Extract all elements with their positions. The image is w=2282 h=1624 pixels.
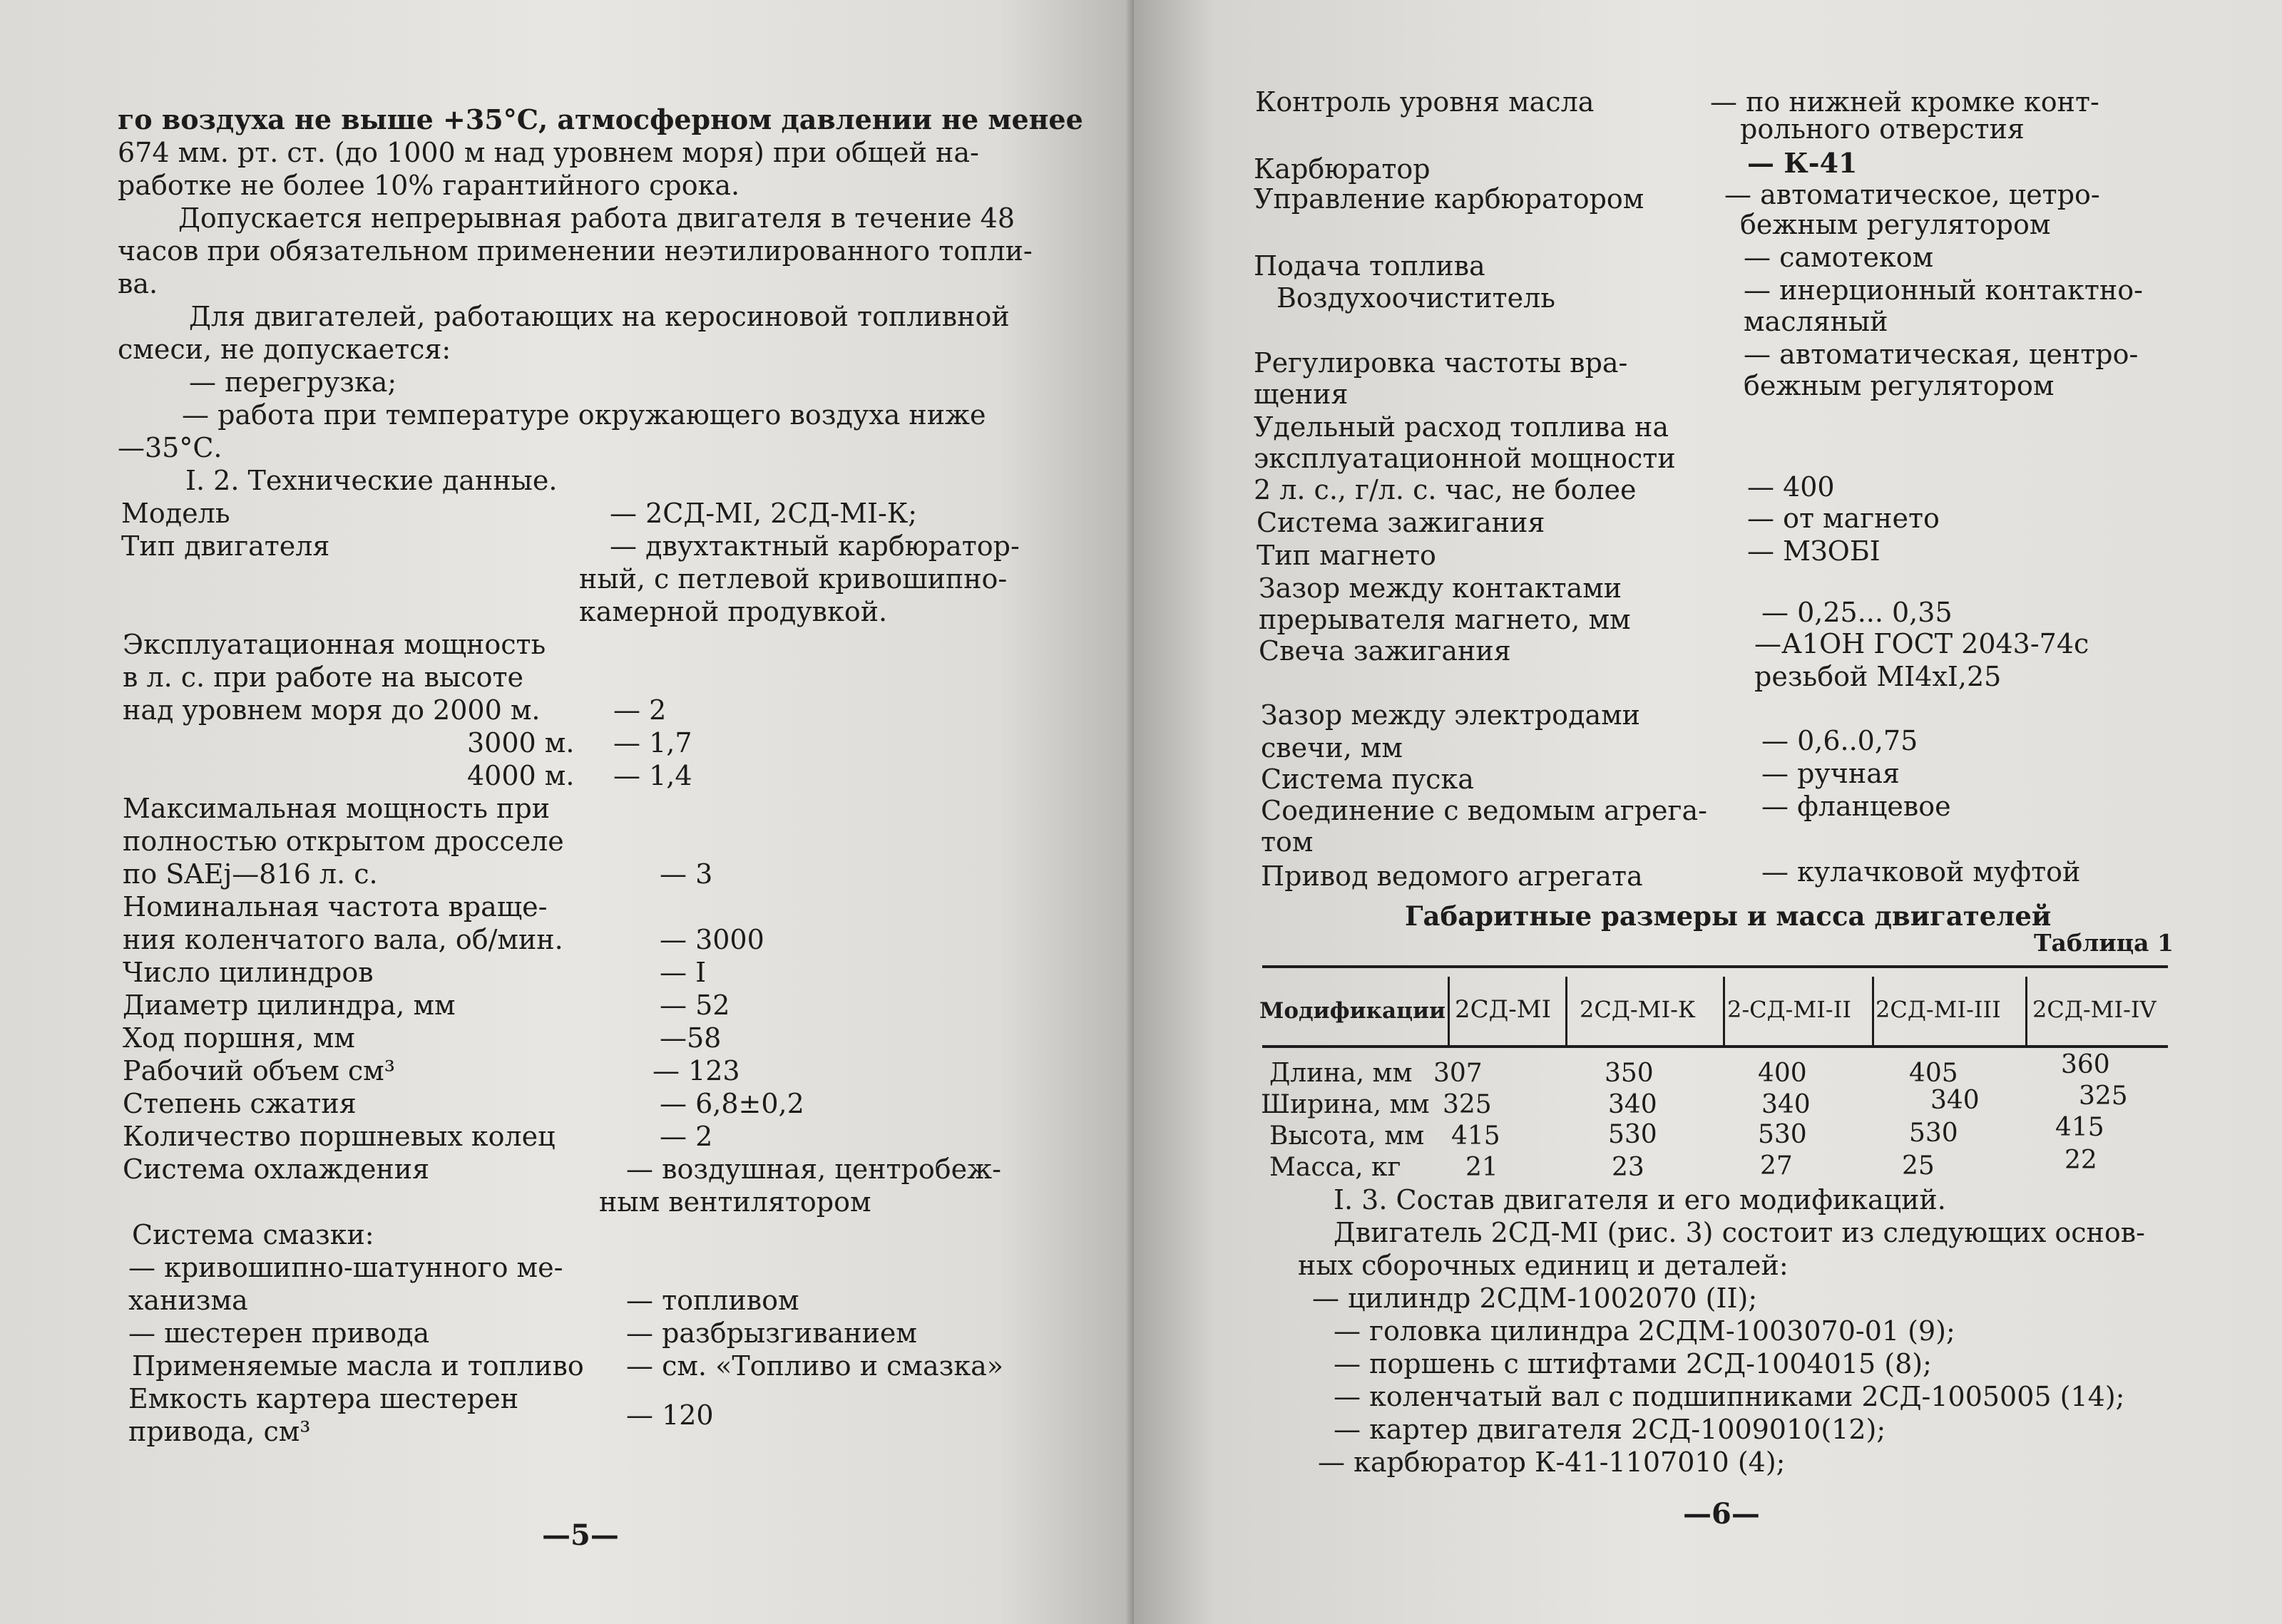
spec-power-label-3: над уровнем моря до 2000 м. bbox=[123, 694, 541, 726]
spec-plug-gap-label-1: Зазор между электродами bbox=[1261, 699, 1640, 731]
spec-drive-label: Привод ведомого агрегата bbox=[1261, 860, 1643, 892]
spec-bore-value: — 52 bbox=[660, 990, 730, 1021]
spec-power-value-2000: — 2 bbox=[613, 694, 667, 726]
table-row-width-c1: 325 bbox=[1443, 1090, 1492, 1119]
table-row-height-c5: 415 bbox=[2055, 1113, 2104, 1142]
oils-label: Применяемые масла и топливо bbox=[132, 1350, 584, 1382]
spec-bore-label: Диаметр цилиндра, мм bbox=[123, 990, 456, 1021]
spec-oil-level-value-2: рольного отверстия bbox=[1740, 113, 2025, 145]
spec-spark-plug-value-2: резьбой МI4хI,25 bbox=[1754, 661, 2002, 692]
spec-rpm-value: — 3000 bbox=[660, 924, 764, 955]
composition-item-3: — поршень с штифтами 2СД-1004015 (8); bbox=[1334, 1348, 1932, 1379]
left-page bbox=[0, 0, 1134, 1624]
spec-stroke-label: Ход поршня, мм bbox=[123, 1022, 355, 1054]
spec-compression-value: — 6,8±0,2 bbox=[660, 1088, 804, 1119]
spec-model-value: — 2СД-МI, 2СД-МI-К; bbox=[610, 498, 918, 529]
spec-ignition-value: — от магнето bbox=[1747, 503, 1940, 534]
para2-line-3: ва. bbox=[118, 268, 158, 299]
spec-oil-level-label: Контроль уровня масла bbox=[1255, 86, 1595, 118]
table-header-2sd-m1-ii: 2-СД-МI-II bbox=[1727, 996, 1851, 1023]
spec-cooling-value-1: — воздушная, центробеж- bbox=[626, 1153, 1001, 1185]
spec-breaker-gap-label-1: Зазор между контактами bbox=[1259, 572, 1622, 604]
table-col-divider-3 bbox=[1723, 977, 1725, 1045]
table-row-height-c3: 530 bbox=[1758, 1120, 1807, 1149]
table-header-rule bbox=[1262, 1045, 2168, 1048]
spec-air-cleaner-value-1: — инерционный контактно- bbox=[1744, 274, 2143, 306]
spec-oil-level-value-1: — по нижней кромке конт- bbox=[1710, 86, 2099, 118]
spec-displacement-value: — 123 bbox=[653, 1055, 740, 1086]
spec-power-value-4000: — 1,4 bbox=[613, 760, 692, 791]
spec-fuel-rate-label-2: эксплуатационной мощности bbox=[1254, 443, 1676, 474]
lube-gear-value: — разбрызгиванием bbox=[626, 1317, 917, 1349]
spec-speed-reg-value-1: — автоматическая, центро- bbox=[1744, 339, 2139, 370]
section-title-tech-data: I. 2. Технические данные. bbox=[185, 465, 558, 496]
spec-magneto-value: — МЗОБI bbox=[1747, 535, 1881, 567]
spec-cylinders-label: Число цилиндров bbox=[123, 957, 374, 988]
spec-power-alt-3000: 3000 м. bbox=[467, 727, 575, 759]
lube-crank-label-2: ханизма bbox=[128, 1285, 248, 1316]
table-row-length-label: Длина, мм bbox=[1269, 1059, 1413, 1088]
intro-line-2: 674 мм. рт. ст. (до 1000 м над уровнем моря) при общей на- bbox=[118, 137, 979, 168]
composition-item-2: — головка цилиндра 2СДМ-1003070-01 (9); bbox=[1334, 1315, 1955, 1347]
para3-line-2: смеси, не допускается: bbox=[118, 334, 451, 365]
table-row-height-c4: 530 bbox=[1909, 1119, 1958, 1148]
table-row-mass-c3: 27 bbox=[1760, 1151, 1793, 1181]
sump-label-1: Емкость картера шестерен bbox=[128, 1383, 519, 1414]
table-col-divider-1 bbox=[1448, 977, 1450, 1045]
spec-carburetor-label: Карбюратор bbox=[1254, 153, 1431, 185]
spec-fuel-rate-value: — 400 bbox=[1747, 471, 1835, 503]
table-row-mass-c2: 23 bbox=[1612, 1153, 1644, 1182]
spec-breaker-gap-value: — 0,25... 0,35 bbox=[1761, 597, 1953, 628]
spec-fuel-rate-label-3: 2 л. с., г/л. с. час, не более bbox=[1254, 474, 1637, 505]
table-row-width-c5: 325 bbox=[2079, 1081, 2128, 1111]
spec-engine-type-value-3: камерной продувкой. bbox=[579, 596, 888, 627]
spec-cooling-value-2: ным вентилятором bbox=[599, 1186, 871, 1218]
table-row-width-label: Ширина, мм bbox=[1261, 1090, 1430, 1119]
spec-air-cleaner-label: Воздухоочиститель bbox=[1276, 282, 1555, 314]
spec-start-value: — ручная bbox=[1761, 758, 1900, 789]
table-row-length-c3: 400 bbox=[1758, 1059, 1807, 1088]
para3-line-1: Для двигателей, работающих на керосиновой топливной bbox=[189, 301, 1010, 332]
table-col-divider-5 bbox=[2025, 977, 2027, 1045]
spec-engine-type-label: Тип двигателя bbox=[121, 530, 330, 562]
composition-item-1: — цилиндр 2СДМ-1002070 (II); bbox=[1312, 1283, 1758, 1314]
table-caption: Таблица 1 bbox=[2034, 929, 2174, 957]
para3-list-1: — перегрузка; bbox=[189, 366, 397, 398]
para2-line-2: часов при обязательном применении неэтилированного топли- bbox=[118, 235, 1033, 267]
spec-carburetor-value: — К-41 bbox=[1747, 147, 1858, 179]
spec-carb-control-value-2: бежным регулятором bbox=[1740, 209, 2051, 240]
table-row-width-c4: 340 bbox=[1930, 1086, 1980, 1115]
table-header-2sd-m1: 2СД-МI bbox=[1455, 995, 1552, 1024]
table-row-height-c1: 415 bbox=[1451, 1121, 1500, 1151]
spec-start-label: Система пуска bbox=[1261, 764, 1474, 795]
spec-plug-gap-value: — 0,6..0,75 bbox=[1761, 725, 1918, 756]
table-row-length-c5: 360 bbox=[2061, 1050, 2110, 1079]
spec-stroke-value: —58 bbox=[660, 1022, 722, 1054]
table-col-divider-2 bbox=[1565, 977, 1567, 1045]
spec-drive-value: — кулачковой муфтой bbox=[1761, 856, 2081, 888]
lube-gear-label: — шестерен привода bbox=[128, 1317, 430, 1349]
table-header-2sd-m1-iv: 2СД-МI-IV bbox=[2032, 996, 2156, 1023]
lube-crank-value: — топливом bbox=[626, 1285, 799, 1316]
table-row-mass-label: Масса, кг bbox=[1269, 1153, 1401, 1182]
composition-title: I. 3. Состав двигателя и его модификаций. bbox=[1334, 1184, 1946, 1216]
spec-air-cleaner-value-2: масляный bbox=[1744, 306, 1888, 337]
para3-list-2: — работа при температуре окружающего воздуха ниже bbox=[182, 399, 986, 431]
spec-carb-control-label: Управление карбюратором bbox=[1254, 183, 1644, 215]
composition-item-6: — карбюратор К-41-1107010 (4); bbox=[1318, 1446, 1786, 1478]
spec-carb-control-value-1: — автоматическое, цетро- bbox=[1724, 179, 2100, 210]
table-header-2sd-m1-k: 2СД-МI-К bbox=[1580, 996, 1696, 1023]
spec-speed-reg-label-2: щения bbox=[1254, 379, 1349, 410]
spec-spark-plug-label: Свеча зажигания bbox=[1259, 635, 1511, 667]
spec-power-label-1: Эксплуатационная мощность bbox=[123, 629, 546, 660]
spec-cooling-label: Система охлаждения bbox=[123, 1153, 430, 1185]
table-row-length-c4: 405 bbox=[1909, 1059, 1958, 1088]
composition-intro-1: Двигатель 2СД-МI (рис. 3) состоит из следующих основ- bbox=[1334, 1217, 2145, 1248]
spec-coupling-label-1: Соединение с ведомым агрега- bbox=[1261, 795, 1707, 826]
spec-maxpower-label-2: полностью открытом дросселе bbox=[123, 826, 564, 857]
spec-speed-reg-value-2: бежным регулятором bbox=[1744, 370, 2055, 401]
table-row-mass-c5: 22 bbox=[2064, 1146, 2097, 1175]
spec-engine-type-value-1: — двухтактный карбюратор- bbox=[610, 530, 1020, 562]
spec-displacement-label: Рабочий объем см³ bbox=[123, 1055, 395, 1086]
para3-list-2-cont: —35°С. bbox=[118, 432, 222, 463]
spec-ignition-label: Система зажигания bbox=[1257, 507, 1545, 538]
table-top-rule bbox=[1262, 965, 2168, 968]
composition-intro-2: ных сборочных единиц и деталей: bbox=[1298, 1250, 1789, 1281]
table-header-2sd-m1-iii: 2СД-МI-III bbox=[1876, 996, 2001, 1023]
table-title: Габаритные размеры и масса двигателей bbox=[1405, 900, 2052, 932]
spec-model-label: Модель bbox=[121, 498, 230, 529]
spec-compression-label: Степень сжатия bbox=[123, 1088, 357, 1119]
table-col-divider-4 bbox=[1872, 977, 1874, 1045]
table-row-mass-c4: 25 bbox=[1902, 1151, 1935, 1181]
intro-line-3: работке не более 10% гарантийного срока. bbox=[118, 170, 740, 201]
spec-coupling-value: — фланцевое bbox=[1761, 791, 1951, 822]
spec-maxpower-value: — 3 bbox=[660, 858, 713, 890]
para2-line-1: Допускается непрерывная работа двигателя в течение 48 bbox=[178, 202, 1015, 234]
spec-rings-value: — 2 bbox=[660, 1121, 713, 1152]
spec-rpm-label-1: Номинальная частота враще- bbox=[123, 891, 548, 923]
spec-power-alt-4000: 4000 м. bbox=[467, 760, 575, 791]
spec-speed-reg-label-1: Регулировка частоты вра- bbox=[1254, 347, 1628, 379]
spec-maxpower-label-1: Максимальная мощность при bbox=[123, 793, 551, 824]
spec-rings-label: Количество поршневых колец bbox=[123, 1121, 556, 1152]
spec-engine-type-value-2: ный, с петлевой кривошипно- bbox=[579, 563, 1008, 595]
spec-magneto-label: Тип магнето bbox=[1257, 540, 1436, 571]
table-row-height-c2: 530 bbox=[1608, 1120, 1657, 1149]
right-page bbox=[1134, 0, 2282, 1624]
table-row-height-label: Высота, мм bbox=[1269, 1121, 1425, 1151]
lube-title: Система смазки: bbox=[132, 1219, 374, 1250]
spec-maxpower-label-3: по SAEj—816 л. с. bbox=[123, 858, 378, 890]
spec-fuel-feed-value: — самотеком bbox=[1744, 242, 1934, 273]
spec-power-value-3000: — 1,7 bbox=[613, 727, 692, 759]
spec-fuel-feed-label: Подача топлива bbox=[1254, 250, 1485, 282]
table-row-width-c2: 340 bbox=[1608, 1090, 1657, 1119]
page-number-right: —6— bbox=[1683, 1497, 1760, 1531]
table-header-modifications: Модификации bbox=[1259, 998, 1446, 1024]
composition-item-5: — картер двигателя 2СД-1009010(12); bbox=[1334, 1414, 1886, 1445]
oils-value: — см. «Топливо и смазка» bbox=[626, 1350, 1003, 1382]
table-row-width-c3: 340 bbox=[1761, 1090, 1811, 1119]
composition-item-4: — коленчатый вал с подшипниками 2СД-1005005 (14); bbox=[1334, 1381, 2125, 1412]
spec-coupling-label-2: том bbox=[1261, 826, 1314, 858]
sump-label-2: привода, см³ bbox=[128, 1416, 311, 1447]
spec-plug-gap-label-2: свечи, мм bbox=[1261, 732, 1403, 764]
spec-fuel-rate-label-1: Удельный расход топлива на bbox=[1254, 411, 1669, 443]
lube-crank-label-1: — кривошипно-шатунного ме- bbox=[128, 1252, 563, 1283]
spec-power-label-2: в л. с. при работе на высоте bbox=[123, 662, 523, 693]
intro-line-1: го воздуха не выше +35°С, атмосферном давлении не менее bbox=[118, 103, 1083, 135]
sump-value: — 120 bbox=[626, 1399, 714, 1431]
page-number-left: —5— bbox=[542, 1518, 619, 1552]
table-row-mass-c1: 21 bbox=[1465, 1153, 1498, 1182]
spec-spark-plug-value-1: —А1ОН ГОСТ 2043-74с bbox=[1754, 628, 2089, 659]
spec-rpm-label-2: ния коленчатого вала, об/мин. bbox=[123, 924, 563, 955]
spec-cylinders-value: — I bbox=[660, 957, 707, 988]
spec-breaker-gap-label-2: прерывателя магнето, мм bbox=[1259, 604, 1631, 635]
table-row-length-c1: 307 bbox=[1433, 1059, 1483, 1088]
table-row-length-c2: 350 bbox=[1605, 1059, 1654, 1088]
